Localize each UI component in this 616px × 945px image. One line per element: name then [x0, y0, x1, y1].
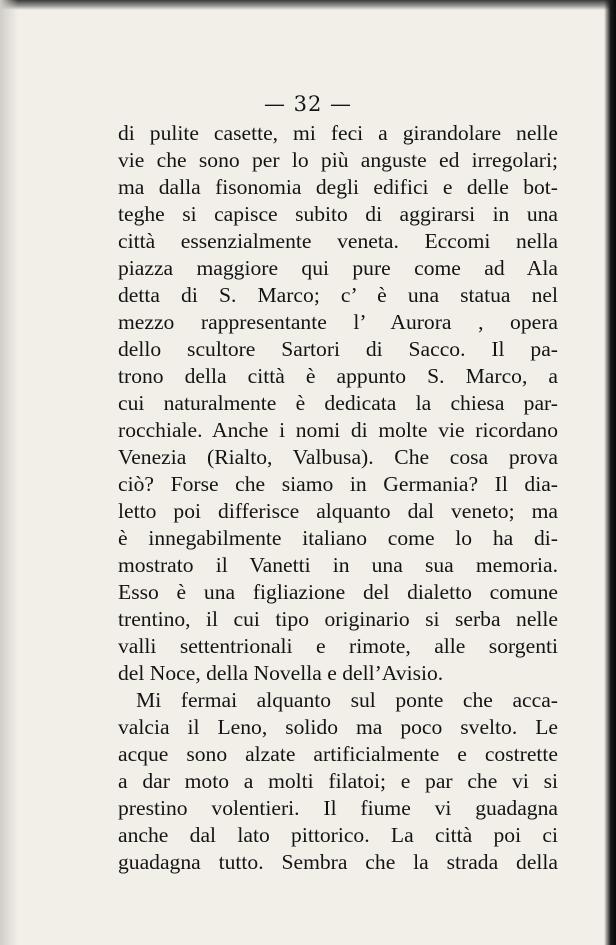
text-line: guadagna tutto. Sembra che la strada della — [118, 850, 558, 874]
text-line: del Noce, della Novella e dell’Avisio. — [118, 661, 444, 685]
text-line: Mi fermai alquanto sul ponte che acca- — [136, 688, 558, 712]
page-right-border — [604, 0, 616, 945]
text-line: ma dalla fisonomia degli edifici e delle bot- — [118, 175, 558, 199]
text-line: mezzo rappresentante l’ Aurora , opera — [118, 310, 558, 334]
text-line: prestino volentieri. Il fiume vi guadagna — [118, 796, 558, 820]
text-line: anche dal lato pittorico. La città poi ci — [118, 823, 558, 847]
text-line: a dar moto a molti filatoi; e par che vi si — [118, 769, 558, 793]
page-number-header: — 32 — — [263, 92, 353, 116]
text-line: trentino, il cui tipo originario si serba nelle — [118, 607, 558, 631]
text-line: cui naturalmente è dedicata la chiesa par- — [118, 391, 558, 415]
text-line: Venezia (Rialto, Valbusa). Che cosa prova — [118, 445, 558, 469]
text-line: di pulite casette, mi feci a girandolare nelle — [118, 121, 558, 145]
text-line: è innegabilmente italiano come lo ha di- — [118, 526, 558, 550]
text-line: vie che sono per lo più anguste ed irregolari; — [118, 148, 558, 172]
text-line: detta di S. Marco; c’ è una statua nel — [118, 283, 558, 307]
text-line: rocchiale. Anche i nomi di molte vie ricordano — [118, 418, 558, 442]
text-line: teghe si capisce subito di aggirarsi in una — [118, 202, 558, 226]
text-line: piazza maggiore qui pure come ad Ala — [118, 256, 558, 280]
text-line: letto poi differisce alquanto dal veneto; ma — [118, 499, 558, 523]
text-line: città essenzialmente veneta. Eccomi nella — [118, 229, 558, 253]
text-line: mostrato il Vanetti in una sua memoria. — [118, 553, 558, 577]
page-left-shadow — [0, 0, 18, 945]
text-line: valli settentrionali e rimote, alle sorgenti — [118, 634, 558, 658]
text-line: dello scultore Sartori di Sacco. Il pa- — [118, 337, 558, 361]
text-line: valcia il Leno, solido ma poco svelto. Le — [118, 715, 558, 739]
text-line: ciò? Forse che siamo in Germania? Il dia- — [118, 472, 558, 496]
text-line: acque sono alzate artificialmente e costrette — [118, 742, 558, 766]
text-line: Esso è una figliazione del dialetto comune — [118, 580, 558, 604]
body-text — [118, 120, 558, 876]
text-line: trono della città è appunto S. Marco, a — [118, 364, 558, 388]
page-top-shadow — [0, 0, 616, 10]
